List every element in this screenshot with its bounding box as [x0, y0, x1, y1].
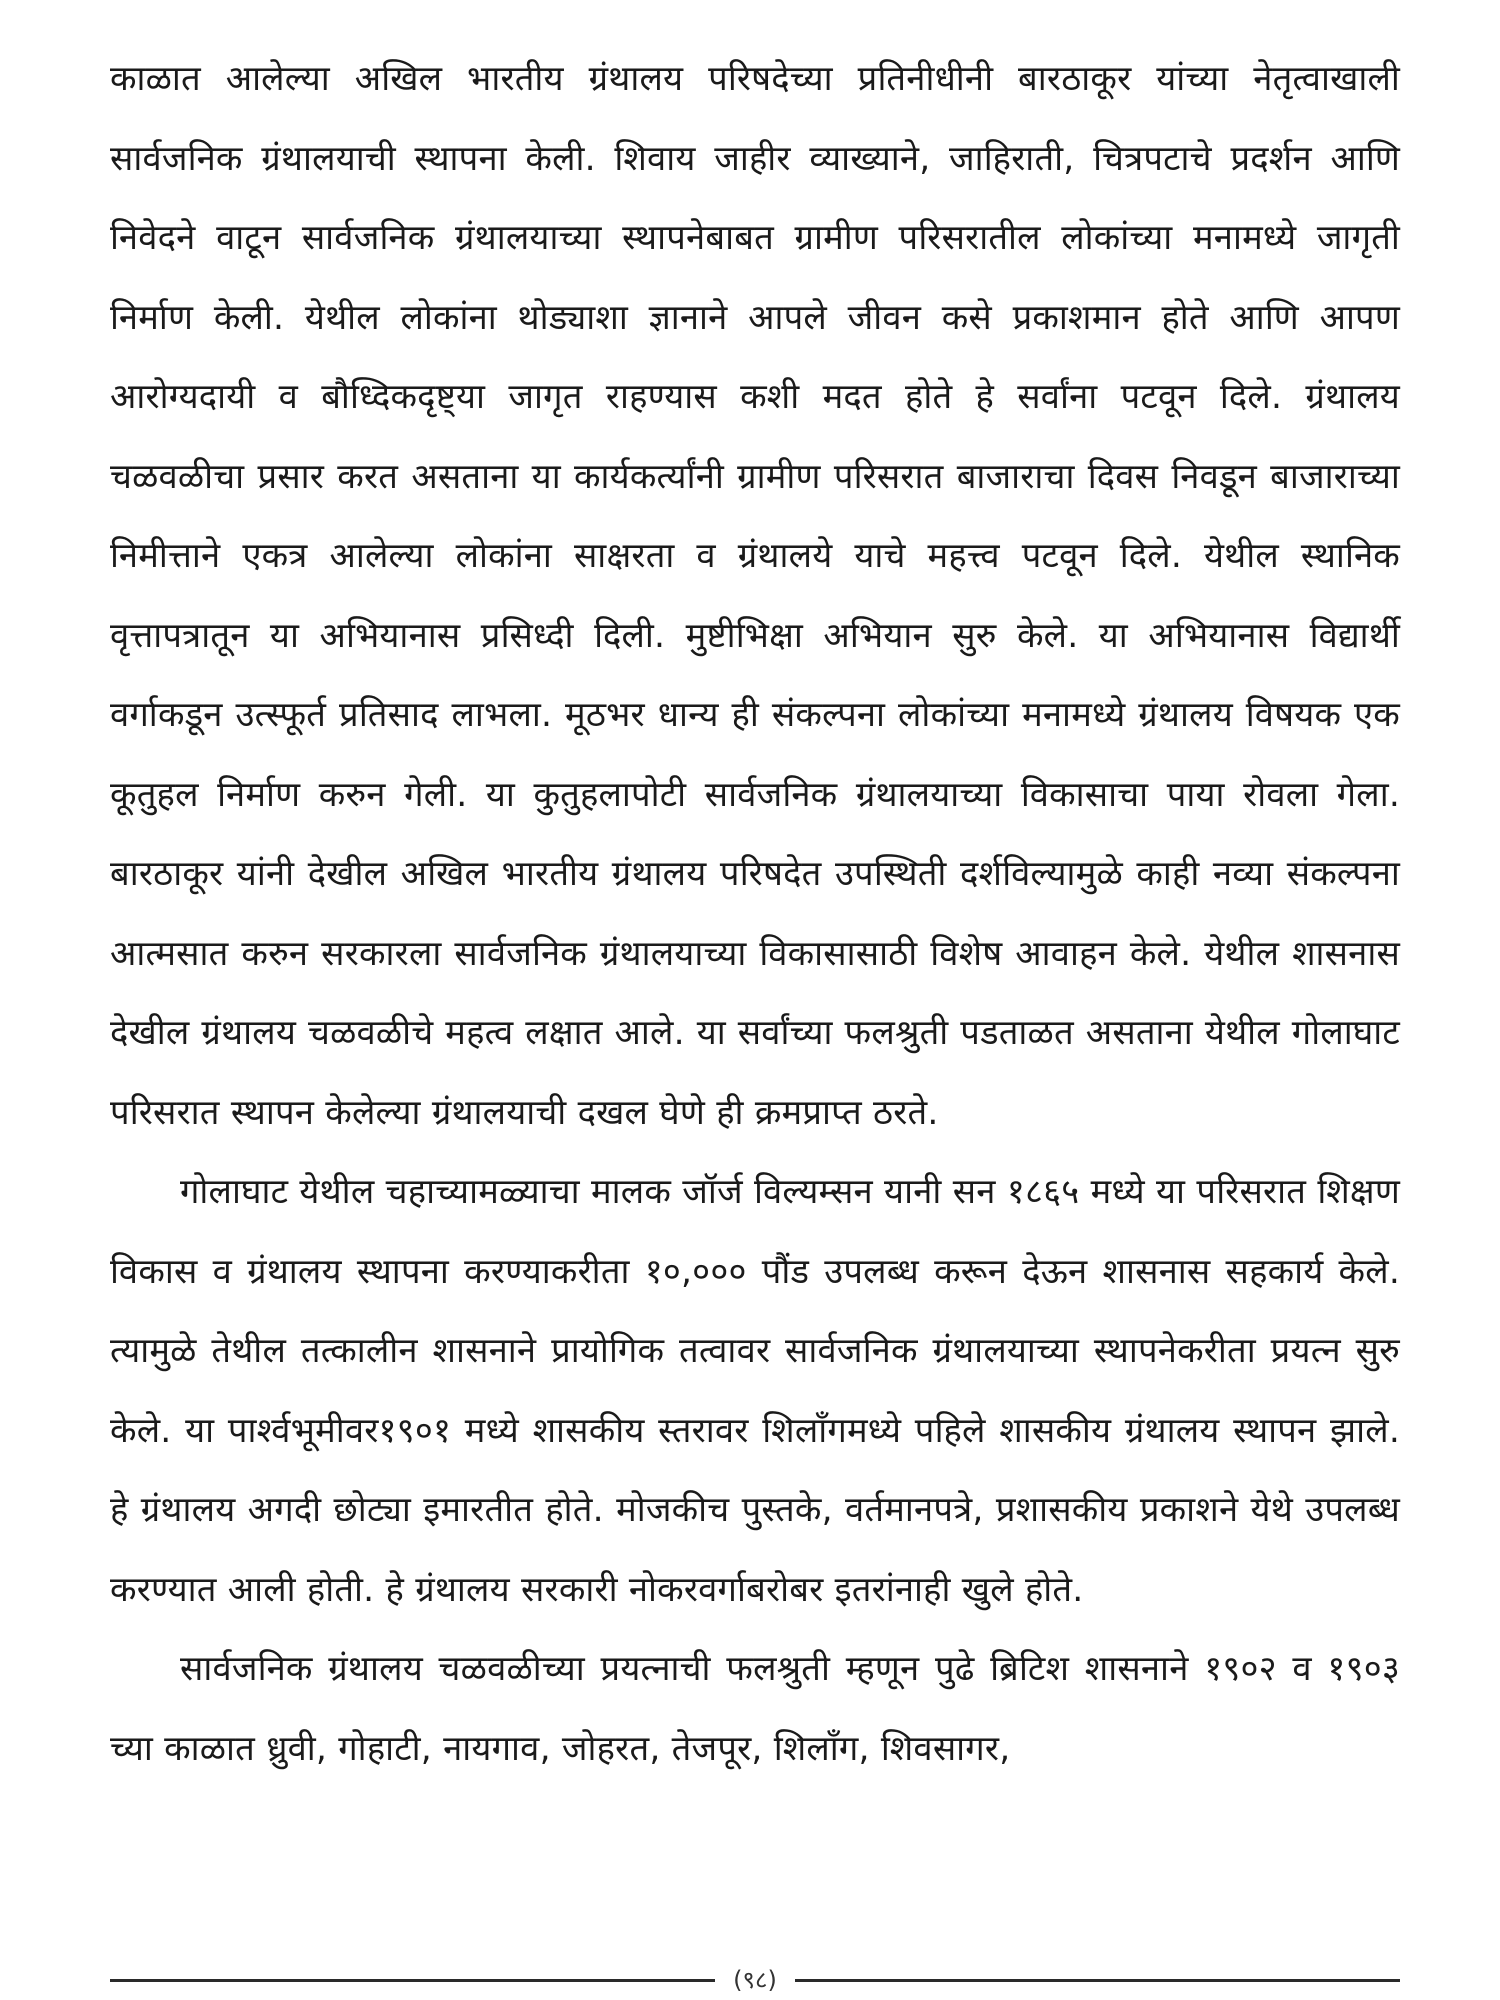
- page-footer: [110, 1968, 1400, 1992]
- footer-rule-left: [110, 1979, 715, 1982]
- paragraph-1: काळात आलेल्या अखिल भारतीय ग्रंथालय परिषदेच्या प्रतिनीधीनी बारठाकूर यांच्या नेतृत्वाखाली सार्वजनिक ग्रंथालयाची स्थापना केली. शिवाय जाहीर व्याख्याने, जाहिराती, चित्रपटाचे प्रदर्शन आणि निवेदने वाटून सार्वजनिक ग्रंथालयाच्या स्थापनेबाबत ग्रामीण परिसरातील लोकांच्या मनामध्ये जागृती निर्माण केली. येथील लोकांना थोड्याशा ज्ञानाने आपले जीवन कसे प्रकाशमान होते आणि आपण आरोग्यदायी व बौध्दिकदृष्ट्या जागृत राहण्यास कशी मदत होते हे सर्वांना पटवून दिले. ग्रंथालय चळवळीचा प्रसार करत असताना या कार्यकर्त्यांनी ग्रामीण परिसरात बाजाराचा दिवस निवडून बाजाराच्या निमीत्ताने एकत्र आलेल्या लोकांना साक्षरता व ग्रंथालये याचे महत्त्व पटवून दिले. येथील स्थानिक वृत्तापत्रातून या अभियानास प्रसिध्दी दिली. मुष्टीभिक्षा अभियान सुरु केले. या अभियानास विद्यार्थी वर्गाकडून उत्स्फूर्त प्रतिसाद लाभला. मूठभर धान्य ही संकल्पना लोकांच्या मनामध्ये ग्रंथालय विषयक एक कूतुहल निर्माण करुन गेली. या कुतुहलापोटी सार्वजनिक ग्रंथालयाच्या विकासाचा पाया रोवला गेला. बारठाकूर यांनी देखील अखिल भारतीय ग्रंथालय परिषदेत उपस्थिती दर्शविल्यामुळे काही नव्या संकल्पना आत्मसात करुन सरकारला सार्वजनिक ग्रंथालयाच्या विकासासाठी विशेष आवाहन केले. येथील शासनास देखील ग्रंथालय चळवळीचे महत्व लक्षात आले. या सर्वांच्या फलश्रुती पडताळत असताना येथील गोलाघाट परिसरात स्थापन केलेल्या ग्रंथालयाची दखल घेणे ही क्रमप्राप्त ठरते.: [110, 59, 1400, 1133]
- document-body: [110, 40, 1400, 1789]
- paragraph-2: गोलाघाट येथील चहाच्यामळ्याचा मालक जॉर्ज विल्यम्सन यानी सन १८६५ मध्ये या परिसरात शिक्षण विकास व ग्रंथालय स्थापना करण्याकरीता १०,००० पौंड उपलब्ध करून देऊन शासनास सहकार्य केले. त्यामुळे तेथील तत्कालीन शासनाने प्रायोगिक तत्वावर सार्वजनिक ग्रंथालयाच्या स्थापनेकरीता प्रयत्न सुरु केले. या पार्श्वभूमीवर१९०१ मध्ये शासकीय स्तरावर शिलाँगमध्ये पहिले शासकीय ग्रंथालय स्थापन झाले. हे ग्रंथालय अगदी छोट्या इमारतीत होते. मोजकीच पुस्तके, वर्तमानपत्रे, प्रशासकीय प्रकाशने येथे उपलब्ध करण्यात आली होती. हे ग्रंथालय सरकारी नोकरवर्गाबरोबर इतरांनाही खुले होते.: [110, 1172, 1400, 1610]
- paragraph-3: सार्वजनिक ग्रंथालय चळवळीच्या प्रयत्नाची फलश्रुती म्हणून पुढे ब्रिटिश शासनाने १९०२ व १९०३ च्या काळात ध्रुवी, गोहाटी, नायगाव, जोहरत, तेजपूर, शिलाँग, शिवसागर,: [110, 1649, 1400, 1769]
- page-number: (९८): [733, 1966, 777, 1994]
- footer-rule-right: [795, 1979, 1400, 1982]
